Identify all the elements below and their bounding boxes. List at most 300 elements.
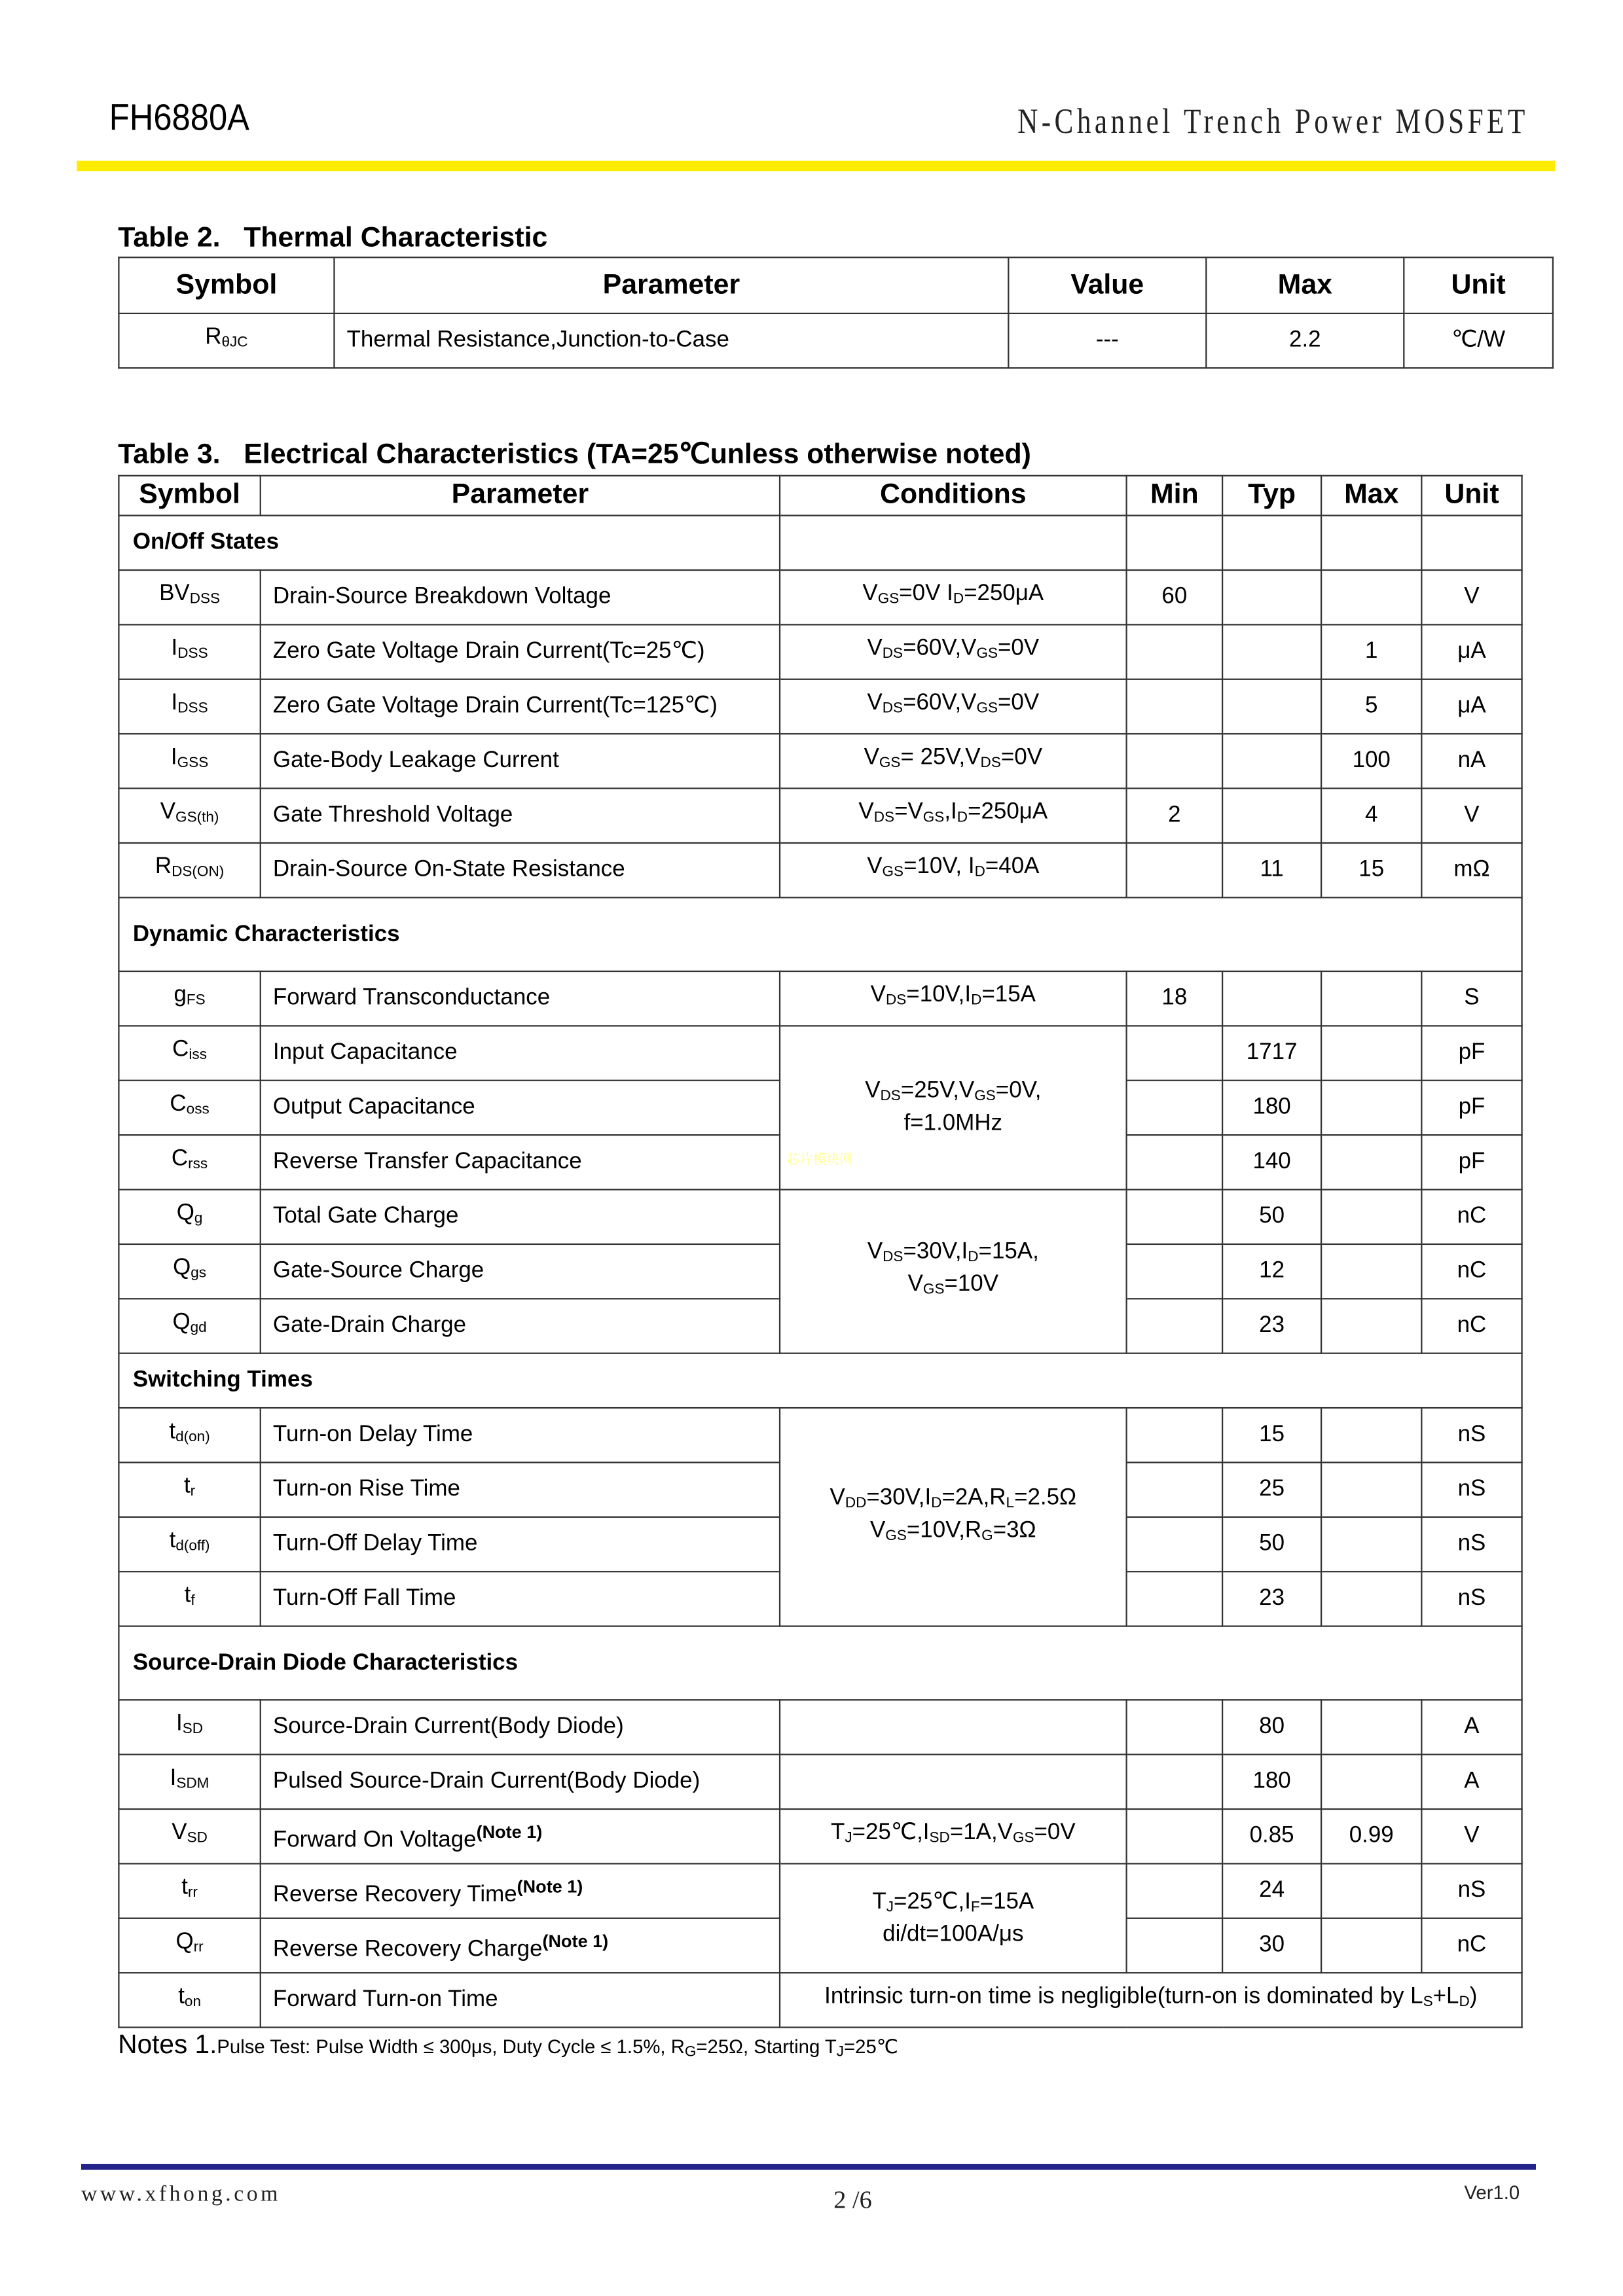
max-cell: 4 <box>1321 789 1421 843</box>
text-segment: Forward On Voltage <box>272 1827 477 1853</box>
text-sub: F <box>970 1899 980 1916</box>
text-segment: =0V <box>998 690 1040 715</box>
table-row <box>119 789 1522 843</box>
text-segment: Q <box>172 1310 191 1335</box>
table-row <box>119 679 1522 734</box>
text-segment: =0V, <box>995 1078 1042 1103</box>
text-segment: V <box>867 853 883 880</box>
text-segment: C <box>172 1037 189 1062</box>
text-segment: Output Capacitance <box>272 1094 475 1120</box>
symbol-cell <box>119 1135 260 1189</box>
max-cell: 100 <box>1321 734 1421 788</box>
text-segment: I <box>170 1765 177 1791</box>
table-row <box>119 971 1522 1026</box>
text-segment: V <box>160 799 176 825</box>
min-cell <box>1127 1026 1222 1080</box>
parameter-cell <box>261 1190 780 1244</box>
text-segment: =25℃ <box>844 2035 898 2058</box>
text-segment: R <box>155 853 172 880</box>
typ-cell: 12 <box>1222 1244 1321 1299</box>
typ-cell <box>1222 570 1321 624</box>
text-segment: Forward Turn-on Time <box>272 1986 498 2012</box>
max-cell: 5 <box>1321 679 1421 734</box>
text-sub: G <box>981 1527 993 1544</box>
text-segment: V <box>172 1820 187 1846</box>
text-segment: V <box>867 690 883 715</box>
parameter-cell <box>261 1863 780 1918</box>
text-segment: =60V,V <box>903 690 977 715</box>
text-segment: V <box>907 1271 923 1297</box>
text-sub: GS <box>922 810 945 827</box>
min-cell <box>1127 1918 1222 1973</box>
max-cell <box>1321 1026 1421 1080</box>
text-segment: =15A, <box>978 1239 1039 1265</box>
table-row <box>119 570 1522 624</box>
conditions-cell <box>780 679 1127 734</box>
electrical-table <box>118 475 1522 2028</box>
text-sup: (Note 1) <box>476 1821 543 1842</box>
text-segment: =15A <box>979 1888 1034 1914</box>
conditions-cell <box>780 1190 1127 1354</box>
text-segment: Pulsed Source-Drain Current(Body Diode) <box>272 1768 701 1794</box>
conditions-cell <box>780 1700 1127 1754</box>
conditions-cell <box>780 971 1127 1026</box>
typ-cell: 1717 <box>1222 1026 1321 1080</box>
text-sub: DS <box>885 992 907 1009</box>
table-row <box>119 1700 1522 1754</box>
text-segment: t <box>169 1418 176 1444</box>
text-segment: Zero Gate Voltage Drain Current(Tc=25℃) <box>272 638 705 664</box>
parameter-cell <box>261 679 780 734</box>
section-row <box>119 897 1522 971</box>
unit-cell: nS <box>1421 1408 1522 1462</box>
parameter-cell <box>261 1918 780 1973</box>
parameter-cell <box>261 1973 780 2027</box>
symbol-cell <box>119 1462 260 1516</box>
text-segment: C <box>170 1091 187 1117</box>
max-cell: 2.2 <box>1206 314 1404 368</box>
text-segment: di/dt=100A/μs <box>883 1921 1024 1946</box>
parameter-cell <box>261 1571 780 1626</box>
text-segment: t <box>184 1583 191 1608</box>
header-cell: Parameter <box>261 476 780 516</box>
conditions-cell <box>780 1973 1522 2027</box>
text-segment: Drain-Source Breakdown Voltage <box>272 584 611 609</box>
text-segment: t <box>169 1528 176 1554</box>
text-sub: DS <box>873 810 895 827</box>
text-segment: V <box>862 581 878 607</box>
section-title: Dynamic Characteristics <box>119 897 1522 971</box>
typ-cell: 140 <box>1222 1135 1321 1189</box>
conditions-cell <box>780 734 1127 788</box>
unit-cell: V <box>1421 789 1522 843</box>
text-segment: V <box>864 745 879 770</box>
unit-cell: μA <box>1421 624 1522 679</box>
section-row <box>119 1626 1522 1700</box>
text-segment: Drain-Source On-State Resistance <box>272 857 625 882</box>
max-cell <box>1321 971 1421 1026</box>
max-cell: 0.99 <box>1321 1809 1421 1863</box>
typ-cell: 23 <box>1222 1571 1321 1626</box>
unit-cell: nA <box>1421 734 1522 788</box>
text-sub: oss <box>186 1102 210 1119</box>
symbol-cell <box>119 570 260 624</box>
typ-cell: 50 <box>1222 1190 1321 1244</box>
table-row <box>119 314 1552 368</box>
text-segment: V <box>865 1078 881 1103</box>
table2-caption: Table 2. Thermal Characteristic <box>118 223 548 254</box>
text-sub: G <box>684 2044 697 2061</box>
text-sub: gd <box>190 1319 207 1336</box>
min-cell <box>1127 1755 1222 1809</box>
symbol-cell <box>119 1081 260 1135</box>
text-sub: f <box>191 1592 195 1609</box>
text-sub: GS <box>976 646 998 662</box>
text-sub: D <box>974 864 985 881</box>
max-cell <box>1321 1135 1421 1189</box>
text-segment: =10V,I <box>906 982 972 1008</box>
parameter-cell <box>261 1299 780 1353</box>
table-row <box>119 1026 1522 1080</box>
header-cell: Min <box>1127 476 1222 516</box>
conditions-cell <box>780 1408 1127 1626</box>
text-segment: t <box>183 1473 191 1499</box>
footer-divider <box>81 2164 1536 2170</box>
text-segment: =10V, I <box>903 853 975 880</box>
max-cell <box>1321 1081 1421 1135</box>
unit-cell: V <box>1421 1809 1522 1863</box>
text-segment: Q <box>176 1200 194 1226</box>
text-sub: L <box>1006 1495 1015 1511</box>
text-segment: ) <box>1469 1984 1478 2009</box>
text-segment: T <box>872 1888 886 1914</box>
table-row <box>119 1863 1522 1918</box>
text-sub: D <box>957 810 968 827</box>
symbol-cell <box>119 1408 260 1462</box>
text-segment: g <box>173 982 187 1008</box>
min-cell <box>1127 1809 1222 1863</box>
text-segment: Turn-Off Delay Time <box>272 1531 478 1556</box>
max-cell <box>1321 1517 1421 1571</box>
table-header-row <box>119 257 1552 314</box>
header-cell: Parameter <box>334 257 1008 314</box>
text-segment: =30V,I <box>903 1239 968 1265</box>
parameter-cell <box>261 734 780 788</box>
text-sub: DS(ON) <box>172 864 225 881</box>
min-cell <box>1127 1571 1222 1626</box>
symbol-cell <box>119 1918 260 1973</box>
symbol-cell <box>119 1190 260 1244</box>
min-cell <box>1127 1462 1222 1516</box>
text-segment: Forward Transconductance <box>272 985 551 1011</box>
text-segment: V <box>867 636 883 661</box>
text-sub: J <box>836 2044 845 2061</box>
table-header-row <box>119 476 1522 516</box>
text-sub: DSS <box>177 646 208 662</box>
symbol-subscript: θJC <box>221 334 248 351</box>
max-cell <box>1321 1190 1421 1244</box>
typ-cell: 30 <box>1222 1918 1321 1973</box>
min-cell <box>1127 734 1222 788</box>
header-cell: Max <box>1206 257 1404 314</box>
text-segment: C <box>171 1146 189 1172</box>
notes <box>118 2030 898 2060</box>
min-cell <box>1127 1081 1222 1135</box>
text-segment: =0V <box>1034 1820 1076 1846</box>
conditions-cell <box>780 1755 1127 1809</box>
parameter-cell <box>261 1244 780 1299</box>
typ-cell: 11 <box>1222 843 1321 897</box>
text-segment: Intrinsic turn-on time is negligible(turn-on is dominated by L <box>824 1984 1423 2009</box>
text-sub: g <box>194 1211 203 1227</box>
text-segment: =0V <box>1000 745 1043 770</box>
min-cell <box>1127 1190 1222 1244</box>
document-subtitle: N-Channel Trench Power MOSFET <box>1017 103 1529 142</box>
text-sub: on <box>184 1994 201 2011</box>
header-cell: Typ <box>1222 476 1321 516</box>
parameter-cell <box>261 1517 780 1571</box>
text-segment: t <box>181 1874 188 1900</box>
header-cell: Unit <box>1404 257 1553 314</box>
text-sub: FS <box>186 992 206 1009</box>
typ-cell: 80 <box>1222 1700 1321 1754</box>
text-segment: f=1.0MHz <box>903 1110 1003 1136</box>
text-segment: =2.5Ω <box>1014 1484 1077 1510</box>
text-sub: d(off) <box>175 1538 210 1555</box>
unit-cell: pF <box>1421 1135 1522 1189</box>
empty-cell <box>1127 516 1222 570</box>
text-segment: =250μA <box>964 581 1044 607</box>
header-cell: Unit <box>1421 476 1522 516</box>
section-row <box>119 1354 1522 1408</box>
parameter-cell <box>261 1462 780 1516</box>
unit-cell: nC <box>1421 1244 1522 1299</box>
parameter-cell <box>261 843 780 897</box>
text-sub: DS <box>883 1249 903 1266</box>
text-segment: =15A <box>981 982 1036 1008</box>
max-cell <box>1321 1244 1421 1299</box>
max-cell <box>1321 570 1421 624</box>
header-cell: Value <box>1008 257 1206 314</box>
text-segment: V <box>870 982 886 1008</box>
text-segment: Source-Drain Current(Body Diode) <box>272 1713 624 1739</box>
min-cell <box>1127 1408 1222 1462</box>
text-segment: Zero Gate Voltage Drain Current(Tc=125℃) <box>272 693 718 719</box>
min-cell <box>1127 1700 1222 1754</box>
text-sub: rss <box>188 1156 208 1173</box>
parameter-cell <box>261 1700 780 1754</box>
version-label: Ver1.0 <box>1464 2181 1520 2204</box>
text-segment: =V <box>894 799 923 825</box>
text-sub: GS <box>974 1088 996 1105</box>
symbol-cell <box>119 314 334 368</box>
min-cell: 2 <box>1127 789 1222 843</box>
symbol-cell <box>119 1809 260 1863</box>
text-segment: BV <box>159 581 190 607</box>
footer-website: www.xfhong.com <box>81 2183 281 2207</box>
conditions-cell <box>780 624 1127 679</box>
text-segment: =2A,R <box>941 1484 1006 1510</box>
conditions-cell <box>780 570 1127 624</box>
unit-cell: nS <box>1421 1517 1522 1571</box>
table-row <box>119 1190 1522 1244</box>
text-sub: DD <box>845 1495 867 1511</box>
text-segment: =25℃,I <box>894 1888 971 1914</box>
symbol-cell <box>119 1700 260 1754</box>
typ-cell: 180 <box>1222 1081 1321 1135</box>
section-row <box>119 516 1522 570</box>
text-sub: DS <box>882 700 903 717</box>
text-segment: =0V I <box>899 581 953 607</box>
text-sub: J <box>886 1899 894 1916</box>
text-segment: =40A <box>985 853 1040 880</box>
text-segment: Gate-Body Leakage Current <box>272 747 559 773</box>
text-segment: V <box>867 1239 883 1265</box>
table-row <box>119 843 1522 897</box>
text-segment: Q <box>173 1255 191 1281</box>
symbol-text: R <box>205 324 222 350</box>
unit-cell: nS <box>1421 1863 1522 1918</box>
min-cell <box>1127 1863 1222 1918</box>
text-sub: GS <box>976 700 998 717</box>
unit-cell: nC <box>1421 1299 1522 1353</box>
typ-cell: 50 <box>1222 1517 1321 1571</box>
unit-cell: nC <box>1421 1190 1522 1244</box>
min-cell <box>1127 1135 1222 1189</box>
symbol-cell <box>119 1571 260 1626</box>
empty-cell <box>1321 516 1421 570</box>
text-segment: =30V,I <box>866 1484 932 1510</box>
unit-cell: A <box>1421 1755 1522 1809</box>
section-title: Source-Drain Diode Characteristics <box>119 1626 1522 1700</box>
parameter-cell <box>261 971 780 1026</box>
unit-cell: μA <box>1421 679 1522 734</box>
parameter-cell <box>261 1755 780 1809</box>
symbol-cell <box>119 1244 260 1299</box>
symbol-cell <box>119 1755 260 1809</box>
text-sub: SD <box>929 1830 950 1847</box>
text-sub: D <box>968 1249 979 1266</box>
text-segment: Total Gate Charge <box>272 1203 459 1229</box>
table-row <box>119 1408 1522 1462</box>
text-segment: ,I <box>944 799 957 825</box>
text-segment: +L <box>1432 1984 1459 2009</box>
text-sub: D <box>1459 1994 1470 2011</box>
unit-cell: nC <box>1421 1918 1522 1973</box>
text-segment: Reverse Recovery Time <box>272 1882 517 1907</box>
text-segment: =25V,V <box>900 1078 975 1103</box>
max-cell: 1 <box>1321 624 1421 679</box>
text-segment: =10V <box>944 1271 999 1297</box>
text-sub: DSS <box>189 591 221 608</box>
min-cell <box>1127 679 1222 734</box>
text-segment: Turn-Off Fall Time <box>272 1585 456 1611</box>
text-segment: Gate-Source Charge <box>272 1258 484 1283</box>
symbol-cell <box>119 1517 260 1571</box>
symbol-cell <box>119 1863 260 1918</box>
watermark: 芯片模块网 <box>786 1152 853 1167</box>
parameter-cell: Thermal Resistance,Junction-to-Case <box>334 314 1008 368</box>
min-cell <box>1127 1244 1222 1299</box>
value-cell: --- <box>1008 314 1206 368</box>
text-sub: SD <box>187 1830 208 1847</box>
header-divider <box>77 161 1555 171</box>
text-segment: Reverse Transfer Capacitance <box>272 1149 582 1174</box>
text-segment: Pulse Test: Pulse Width ≤ 300μs, Duty Cycle ≤ 1.5%, R <box>217 2035 685 2058</box>
section-title: Switching Times <box>119 1354 1522 1408</box>
symbol-cell <box>119 1026 260 1080</box>
text-sub: d(on) <box>175 1429 210 1446</box>
unit-cell: ℃/W <box>1404 314 1553 368</box>
header-cell: Conditions <box>780 476 1127 516</box>
parameter-cell <box>261 1026 780 1080</box>
table-row <box>119 1809 1522 1863</box>
unit-cell: pF <box>1421 1081 1522 1135</box>
typ-cell: 23 <box>1222 1299 1321 1353</box>
text-segment: =250μA <box>968 799 1048 825</box>
symbol-cell <box>119 971 260 1026</box>
parameter-cell <box>261 789 780 843</box>
text-sub: SD <box>182 1721 204 1738</box>
max-cell <box>1321 1408 1421 1462</box>
text-sub: GS <box>885 1527 907 1544</box>
table-row <box>119 1973 1522 2027</box>
max-cell <box>1321 1755 1421 1809</box>
typ-cell <box>1222 679 1321 734</box>
conditions-cell <box>780 843 1127 897</box>
text-sub: S <box>1423 1994 1433 2011</box>
table-row <box>119 624 1522 679</box>
text-segment: V <box>858 799 874 825</box>
table3-caption: Table 3. Electrical Characteristics (TA=25℃unless otherwise noted) <box>118 439 1031 471</box>
text-segment: Gate-Drain Charge <box>272 1312 467 1338</box>
text-segment: =3Ω <box>993 1516 1036 1543</box>
symbol-cell <box>119 679 260 734</box>
unit-cell: nS <box>1421 1571 1522 1626</box>
text-sub: D <box>971 992 982 1009</box>
text-sub: GS <box>1012 1830 1034 1847</box>
symbol-cell <box>119 789 260 843</box>
parameter-cell <box>261 1135 780 1189</box>
text-sub: J <box>845 1830 852 1847</box>
unit-cell: mΩ <box>1421 843 1522 897</box>
text-segment: Turn-on Delay Time <box>272 1422 473 1447</box>
typ-cell: 0.85 <box>1222 1809 1321 1863</box>
text-sub: iss <box>189 1047 207 1064</box>
text-sub: GS <box>922 1282 945 1299</box>
typ-cell: 15 <box>1222 1408 1321 1462</box>
section-title: On/Off States <box>119 516 780 570</box>
min-cell <box>1127 1299 1222 1353</box>
max-cell <box>1321 1299 1421 1353</box>
text-segment: Q <box>175 1929 194 1955</box>
text-sub: GS <box>877 591 900 608</box>
document-id: FH6880A <box>109 97 249 139</box>
text-segment: Turn-on Rise Time <box>272 1476 460 1502</box>
parameter-cell <box>261 1809 780 1863</box>
symbol-cell <box>119 1299 260 1353</box>
text-sub: GS <box>882 864 904 881</box>
text-sub: D <box>931 1495 942 1511</box>
text-segment: T <box>830 1820 845 1846</box>
unit-cell: pF <box>1421 1026 1522 1080</box>
unit-cell: nS <box>1421 1462 1522 1516</box>
conditions-cell <box>780 1809 1127 1863</box>
text-segment: I <box>176 1711 183 1736</box>
page-number: 2 /6 <box>833 2185 872 2214</box>
text-segment: =0V <box>998 636 1040 661</box>
typ-cell <box>1222 734 1321 788</box>
